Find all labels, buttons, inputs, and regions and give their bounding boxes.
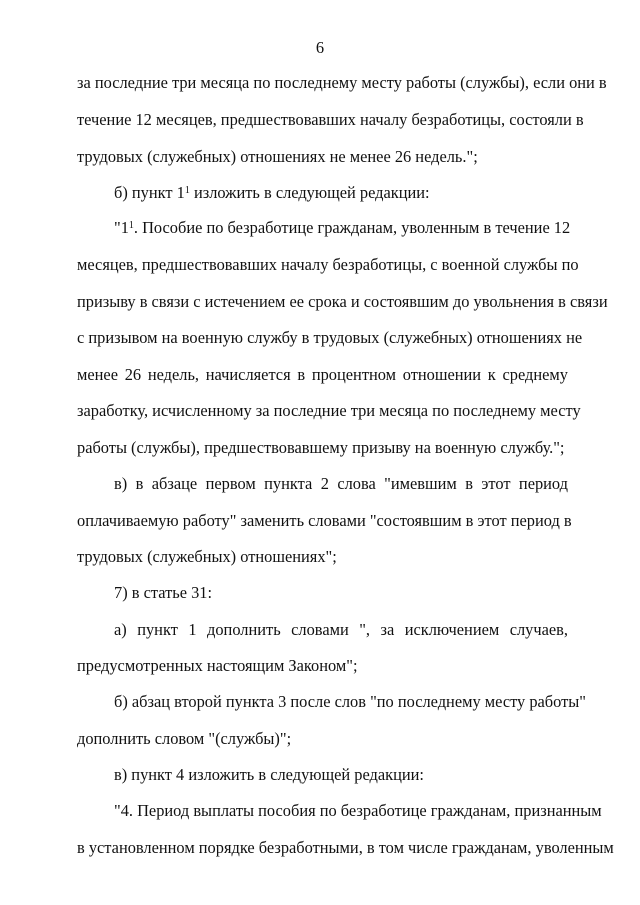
text-line: призыву в связи с истечением ее срока и состоявшим до увольнения в связи [77,292,608,311]
text-fragment: б) пункт 1 [114,183,185,202]
text-line [114,183,568,203]
page-number: 6 [315,38,325,57]
text-line: трудовых (служебных) отношениях не менее 26 недель."; [77,147,478,166]
text-line: за последние три месяца по последнему месту работы (службы), если они в [77,73,607,92]
text-line: 7) в статье 31: [114,583,213,602]
text-line: менее 26 недель, начисляется в процентном отношении к среднему [77,365,568,384]
text-line: оплачиваемую работу" заменить словами "состоявшим в этот период в [77,511,572,530]
text-line: течение 12 месяцев, предшествовавших началу безработицы, состояли в [77,110,584,129]
text-fragment: . Пособие по безработице гражданам, уволенным в течение 12 [133,218,571,237]
text-fragment: изложить в следующей редакции: [189,183,430,202]
superscript: 1 [128,219,134,231]
text-line: заработку, исчисленному за последние три месяца по последнему месту [77,401,581,420]
text-line [114,218,571,238]
text-line: а) пункт 1 дополнить словами ", за исключением случаев, [114,620,568,639]
text-line: работы (службы), предшествовавшему призыву на военную службу."; [77,438,565,457]
text-line: месяцев, предшествовавших началу безработицы, с военной службы по [77,255,579,274]
text-line: предусмотренных настоящим Законом"; [77,656,358,675]
text-line: в установленном порядке безработными, в том числе гражданам, уволенным [77,838,614,857]
text-line: в) в абзаце первом пункта 2 слова "имевшим в этот период [114,474,568,493]
text-line: в) пункт 4 изложить в следующей редакции: [114,765,424,784]
text-line: б) абзац второй пункта 3 после слов "по последнему месту работы" [114,692,586,711]
text-line: трудовых (служебных) отношениях"; [77,547,337,566]
text-line: дополнить словом "(службы)"; [77,729,292,748]
text-line: с призывом на военную службу в трудовых (служебных) отношениях не [77,328,583,347]
text-line: "4. Период выплаты пособия по безработице гражданам, признанным [114,801,602,820]
text-fragment: "1 [114,218,129,237]
superscript: 1 [184,184,190,196]
